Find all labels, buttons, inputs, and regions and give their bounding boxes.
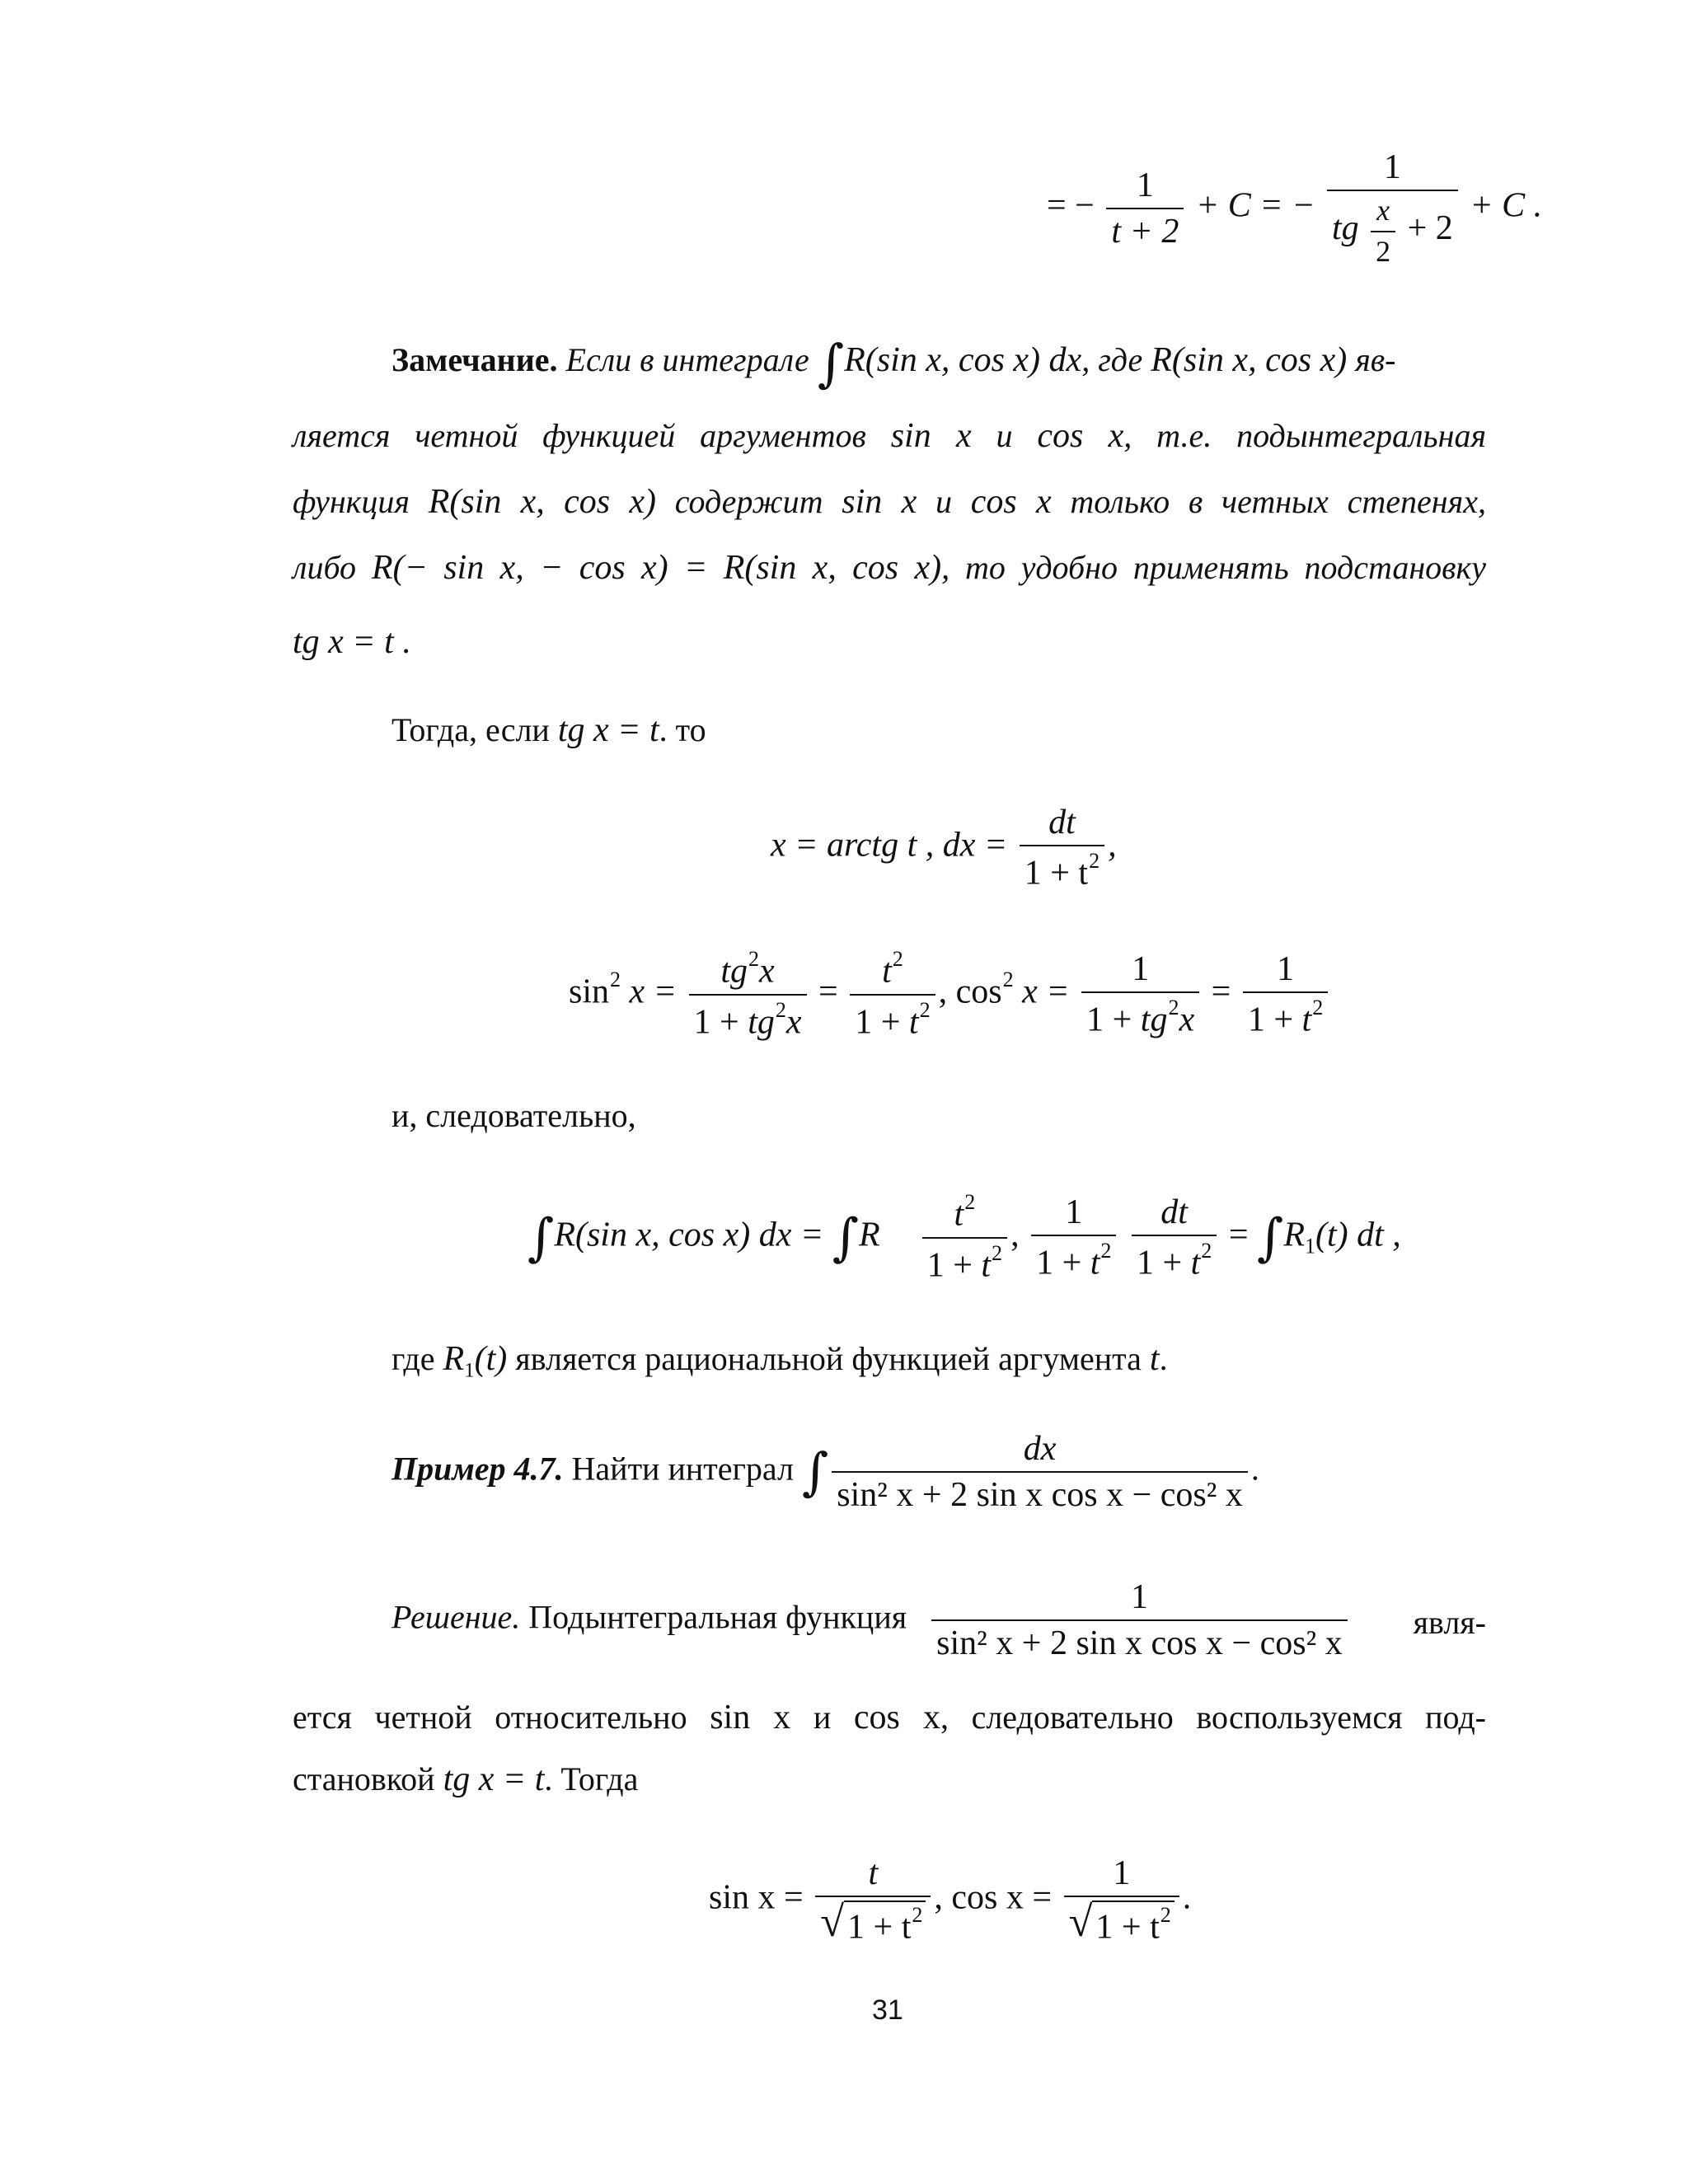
fraction: $\frac{dt}{1 + t^2}$	[1020, 804, 1104, 893]
fraction: $\frac{1}{t + 2}$	[1106, 166, 1184, 251]
remark-line-2: ляется четной функцией аргументов sin x и cos x, т.е. подынтегральная	[293, 417, 1487, 455]
fraction: $\frac{1}{1 + t^2}$	[1243, 950, 1328, 1039]
fraction: $\frac{1}{1 + tg^2x}$	[1081, 950, 1199, 1039]
fraction: 1 √ $1 + t^2$	[1064, 1854, 1179, 1947]
equation-integral: ∫R(sin x, cos x) dx = ∫R $\frac{t^2}{1 + t^2}$ , $\frac{1}{1 + t^2}$ $\frac{dt}{1 + t^2}$ = $\int R_1(t)$ dt ,	[528, 1190, 1401, 1285]
example-line: Пример 4.7. Найти интеграл ∫ $\frac{dx}{\text{sin² x + 2 sin x cos x − cos² x}}$ .	[392, 1430, 1259, 1515]
solution-line-3: становкой tg x = t. Тогда	[293, 1760, 639, 1798]
page-number: 31	[872, 1994, 903, 2026]
integral-sign: ∫	[528, 1207, 555, 1268]
formula-text: = −	[1047, 186, 1095, 225]
formula-text: + C = −	[1195, 186, 1315, 225]
remark-line-5: tg x = t .	[293, 623, 411, 661]
fraction: $\frac{1}{\text{sin² x + 2 sin x cos x − cos² x}}$	[931, 1578, 1348, 1662]
integral-sign: ∫	[832, 1207, 860, 1268]
solution-label: Решение.	[392, 1598, 521, 1636]
fraction: t √ $1 + t^2$	[815, 1854, 931, 1947]
integral-sign: ∫	[801, 1441, 829, 1502]
equation-sin-cos: $\sin^2 x$ = $\frac{tg^2x}{1 + tg^2x}$ = $\frac{t^2}{1 + t^2}$ , $\cos^2 x$ = $\frac{1}{1 + tg^2x}$ = $\frac{1}{1 + t^2}$	[569, 948, 1331, 1041]
equation-final: sin x = t √ $1 + t^2$ , cos x = 1 √ $1 + t^2$ .	[709, 1854, 1192, 1947]
fraction: $\frac{t^2}{1 + t^2}$	[850, 948, 935, 1041]
remark-line-1: Замечание. Если в интеграле ∫R(sin x, cos x) dx, где R(sin x, cos x) яв-	[392, 333, 1396, 393]
fraction: $\frac{x}{2}$	[1371, 194, 1395, 268]
remark-heading: Замечание.	[392, 341, 558, 379]
formula-top	[1047, 148, 1542, 268]
fraction: $\frac{1}{1 + t^2}$	[1031, 1193, 1116, 1282]
remark-line-4: либо R(− sin x, − cos x) = R(sin x, cos x), то удобно применять подстановку	[293, 549, 1486, 587]
fraction: 1 tg $\frac{x}{2}$ + 2	[1327, 148, 1458, 268]
hence-line: и, следовательно,	[392, 1097, 636, 1134]
integral-sign: ∫	[817, 333, 845, 393]
example-label: Пример 4.7.	[392, 1450, 564, 1488]
fraction: $\frac{dx}{\text{sin² x + 2 sin x cos x − cos² x}}$	[832, 1430, 1248, 1514]
fraction: $\frac{tg^2x}{1 + tg^2x}$	[689, 948, 807, 1041]
where-line: где $R_1(t)$ является рациональной функцией аргумента t.	[392, 1340, 1168, 1382]
solution-line-2: ется четной относительно sin x и cos x, следовательно воспользуемся под-	[293, 1699, 1486, 1736]
fraction: $\frac{dt}{1 + t^2}$	[1132, 1193, 1217, 1282]
then-line: Тогда, если tg x = t. то	[392, 711, 706, 749]
integral-sign: ∫	[1257, 1207, 1284, 1268]
remark-line-3: функция R(sin x, cos x) содержит sin x и cos x только в четных степенях,	[293, 483, 1487, 521]
equation-x: x = arctg t , dx = $\frac{dt}{1 + t^2}$ ,	[771, 804, 1117, 893]
formula-text: + C .	[1470, 186, 1543, 225]
solution-line-1: Решение. Подынтегральная функция $\frac{1}{\text{sin² x + 2 sin x cos x − cos² x}}$ явля-	[392, 1578, 1486, 1663]
fraction: $\frac{t^2}{1 + t^2}$	[922, 1191, 1007, 1284]
